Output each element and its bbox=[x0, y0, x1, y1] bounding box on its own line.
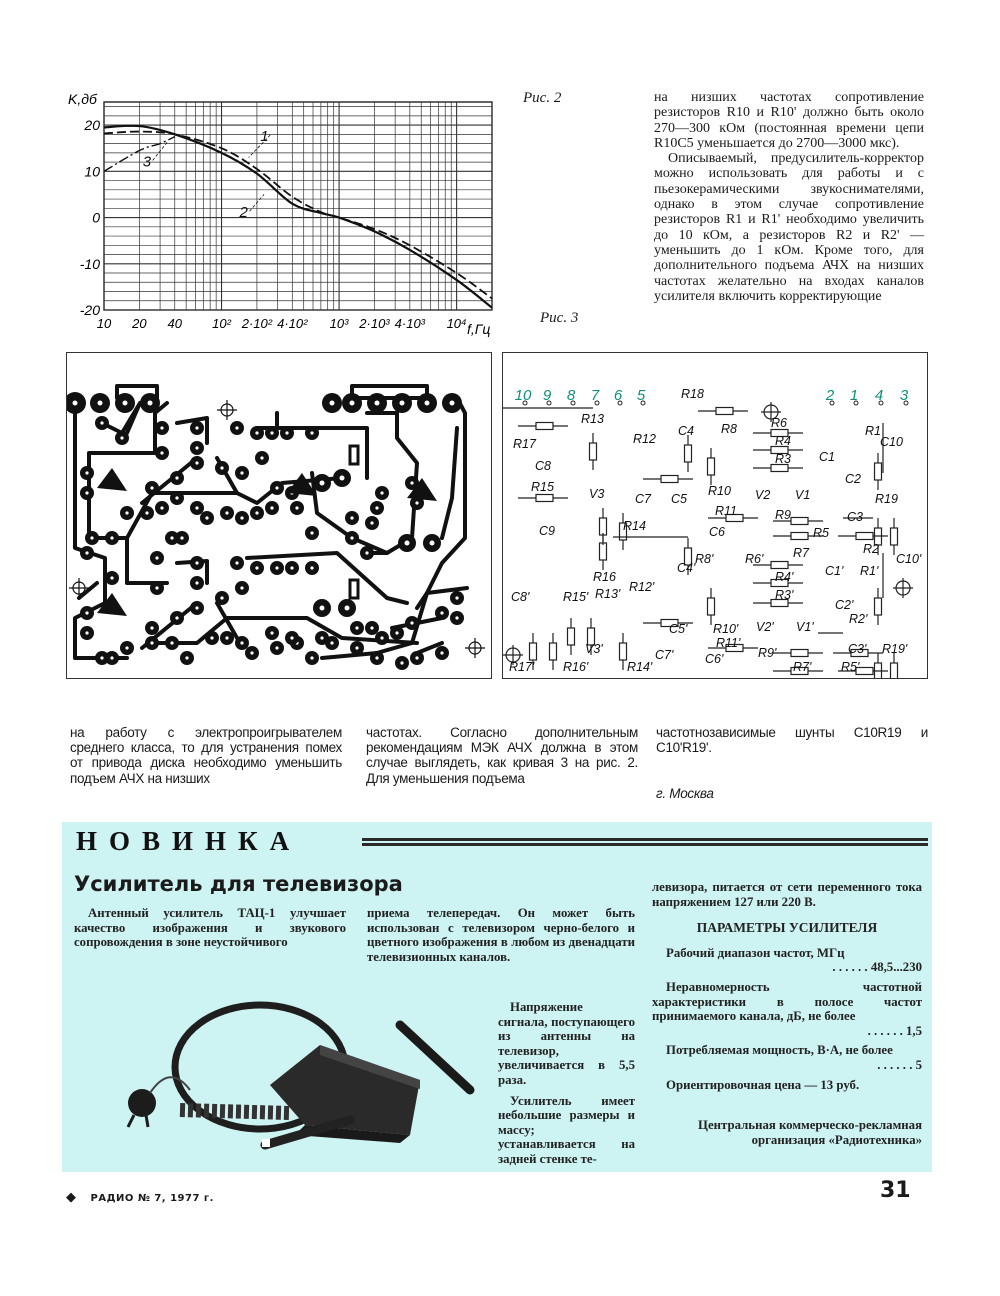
section-title: НОВИНКА bbox=[76, 826, 302, 856]
pcb-pad-hole bbox=[365, 551, 368, 554]
paragraph: Усилитель имеет небольшие размеры и массу; устанавливается на задней стенке те- bbox=[498, 1093, 635, 1166]
pcb-pad-hole bbox=[225, 511, 228, 514]
component-label: C1' bbox=[825, 564, 844, 578]
component-label: R5 bbox=[813, 526, 829, 540]
pcb-pad-hole bbox=[145, 511, 148, 514]
resistor-symbol bbox=[708, 598, 715, 615]
paragraph: на низших частотах сопротивление резисторов R10 и R10' должно быть около 270—300 кОм (постоянная времени цепи R10C5 уменьшается до 2700—3000 мкс). bbox=[654, 90, 924, 151]
pcb-pad-hole bbox=[370, 626, 373, 629]
component-label: R4 bbox=[775, 434, 791, 448]
pcb-pad-hole bbox=[320, 606, 325, 611]
pcb-pad-hole bbox=[180, 536, 183, 539]
component-label: R11' bbox=[716, 636, 741, 650]
pcb-pad-hole bbox=[175, 616, 178, 619]
pcb-pad-hole bbox=[148, 401, 153, 406]
pcb-pad-hole bbox=[400, 401, 405, 406]
component-label: C10' bbox=[896, 552, 922, 566]
resistor-symbol bbox=[791, 533, 808, 540]
pcb-pad-hole bbox=[125, 511, 128, 514]
component-label: C3 bbox=[847, 510, 863, 524]
component-label: C9 bbox=[539, 524, 555, 538]
page-number: 31 bbox=[880, 1178, 911, 1203]
pcb-pad-hole bbox=[350, 536, 353, 539]
resistor-symbol bbox=[685, 445, 692, 462]
paragraph: Напряжение сигнала, поступающего из антенны на телевизор, увеличивается в 5,5 раза. bbox=[498, 1000, 635, 1087]
component-label: V1' bbox=[796, 620, 814, 634]
pcb-pad-hole bbox=[270, 431, 273, 434]
pcb-pad-hole bbox=[170, 536, 173, 539]
pcb-pad-hole bbox=[345, 606, 350, 611]
pcb-pad-hole bbox=[370, 521, 373, 524]
resistor-symbol bbox=[791, 518, 808, 525]
resistor-symbol bbox=[875, 598, 882, 615]
pcb-pad-hole bbox=[275, 486, 278, 489]
component-label: R13 bbox=[581, 412, 604, 426]
pcb-pad-hole bbox=[240, 586, 243, 589]
figure-3-caption: Рис. 3 bbox=[540, 310, 579, 326]
pcb-pad-hole bbox=[310, 531, 313, 534]
pcb-pad-hole bbox=[355, 626, 358, 629]
resistor-symbol bbox=[600, 543, 607, 560]
pcb-pad-hole bbox=[275, 566, 278, 569]
pcb-pad-hole bbox=[125, 646, 128, 649]
article-bottom-col3 bbox=[656, 725, 928, 802]
pcb-pad-hole bbox=[330, 401, 335, 406]
pin-number: 2 bbox=[825, 387, 835, 404]
pin-number: 7 bbox=[590, 387, 600, 404]
component-label: R9' bbox=[758, 646, 777, 660]
pcb-pad-hole bbox=[455, 596, 458, 599]
pcb-pad-hole bbox=[123, 401, 128, 406]
component-label: R3 bbox=[775, 452, 791, 466]
pcb-pad-hole bbox=[240, 516, 243, 519]
pcb-pad-hole bbox=[320, 636, 323, 639]
pin-number: 4 bbox=[874, 387, 884, 404]
component-label: C3' bbox=[848, 642, 867, 656]
pcb-pad-hole bbox=[270, 506, 273, 509]
article-right-column bbox=[654, 90, 924, 304]
resistor-symbol bbox=[536, 423, 553, 430]
component-label: R1 bbox=[865, 424, 881, 438]
pcb-pad-hole bbox=[205, 516, 208, 519]
amplifier-photo bbox=[90, 985, 490, 1160]
pcb-pad-hole bbox=[85, 471, 88, 474]
component-label: C5 bbox=[671, 492, 687, 506]
paragraph: Описываемый, предусилитель-корректор можно использовать для работы и с пьезокерамическими звукоснимателями, однако в этом случае сопротивление резисторов R1 и R1' необходимо увеличить до 10 кОм, а резисторов R2 и R2' — уменьшить до 1 кОм. Кроме того, для дополнительного подъема АЧХ на низших частотах желательно на входах каналов усилителя включить корректирующие bbox=[654, 151, 924, 304]
x-tick-label: 10² bbox=[212, 316, 231, 331]
ad-col2-top bbox=[367, 906, 635, 964]
param-name: Неравномерность частотной характеристики в полосе частот принимаемого канала, дБ, не более bbox=[652, 979, 922, 1024]
y-tick-label: -10 bbox=[79, 255, 100, 272]
component-label: R10 bbox=[708, 484, 731, 498]
paragraph: Антенный усилитель ТАЦ-1 улучшает качество изображения и звукового сопровождения в зоне неустойчивого bbox=[74, 906, 346, 950]
pcb-pad-hole bbox=[405, 541, 410, 546]
pcb-pad-hole bbox=[85, 551, 88, 554]
pcb-pad-hole bbox=[355, 646, 358, 649]
resistor-symbol bbox=[590, 443, 597, 460]
resistor-symbol bbox=[891, 528, 898, 545]
pcb-pad-hole bbox=[430, 541, 435, 546]
pcb-pad-hole bbox=[275, 646, 278, 649]
component-label: R17 bbox=[513, 437, 536, 451]
component-label: R11 bbox=[715, 504, 738, 518]
y-tick-label: -20 bbox=[79, 302, 100, 318]
x-tick-label: 2·10² bbox=[241, 316, 273, 331]
pcb-pad-hole bbox=[350, 401, 355, 406]
pcb-pad-hole bbox=[290, 566, 293, 569]
pcb-pad-hole bbox=[120, 436, 123, 439]
resistor-symbol bbox=[891, 663, 898, 679]
component-label: R14 bbox=[623, 519, 646, 533]
pcb-pad-hole bbox=[450, 401, 455, 406]
pcb-pad-hole bbox=[375, 656, 378, 659]
magazine-issue: РАДИО № 7, 1977 г. bbox=[90, 1193, 214, 1204]
pcb-pad-hole bbox=[195, 606, 198, 609]
component-label: R4' bbox=[775, 570, 794, 584]
pcb-pad-hole bbox=[175, 496, 178, 499]
component-label: R7' bbox=[793, 660, 812, 674]
component-label: R7 bbox=[793, 546, 809, 560]
pcb-pad-hole bbox=[195, 446, 198, 449]
pcb-pad-hole bbox=[440, 611, 443, 614]
pcb-pad-hole bbox=[415, 656, 418, 659]
resistor-symbol bbox=[708, 458, 715, 475]
ad-col1 bbox=[74, 906, 346, 950]
pcb-pad-hole bbox=[225, 636, 228, 639]
pcb-pad-hole bbox=[73, 401, 78, 406]
pcb-pad-hole bbox=[155, 556, 158, 559]
component-label: R17' bbox=[509, 660, 535, 674]
pcb-pad-hole bbox=[400, 661, 403, 664]
cable-spring bbox=[180, 1110, 290, 1113]
pcb-pad-hole bbox=[110, 656, 113, 659]
article-bottom-col2 bbox=[366, 725, 638, 786]
pcb-pad-hole bbox=[110, 536, 113, 539]
pcb-pad-hole bbox=[455, 616, 458, 619]
pcb-pad-hole bbox=[380, 491, 383, 494]
pcb-pad-hole bbox=[440, 651, 443, 654]
pcb-pad-hole bbox=[380, 636, 383, 639]
component-label: V1 bbox=[795, 488, 811, 502]
resistor-symbol bbox=[875, 463, 882, 480]
pcb-copper-area bbox=[97, 468, 127, 491]
x-tick-label: 40 bbox=[167, 316, 182, 331]
pin-number: 10 bbox=[514, 387, 532, 404]
pcb-pad-hole bbox=[85, 611, 88, 614]
pcb-pad-hole bbox=[195, 426, 198, 429]
component-label: C2 bbox=[845, 472, 861, 486]
wire bbox=[502, 408, 883, 633]
ad-col2-narrow bbox=[498, 1000, 635, 1167]
curve-annotation: 1 bbox=[260, 127, 269, 145]
pin-number: 3 bbox=[899, 387, 909, 404]
paragraph: частотнозависимые шунты C10R19 и C10'R19'. bbox=[656, 725, 928, 756]
component-label: V3' bbox=[585, 642, 603, 656]
pcb-pad-hole bbox=[375, 506, 378, 509]
pcb-pad-hole bbox=[195, 461, 198, 464]
resistor-symbol bbox=[771, 562, 788, 569]
pcb-pad-hole bbox=[195, 581, 198, 584]
component-label: R8' bbox=[695, 552, 714, 566]
pcb-pad-hole bbox=[310, 566, 313, 569]
resistor-symbol bbox=[791, 650, 808, 657]
component-label: R2' bbox=[849, 612, 868, 626]
x-axis-label: f,Гц bbox=[467, 321, 491, 337]
component-label: V2' bbox=[756, 620, 774, 634]
pcb-pad-hole bbox=[150, 641, 153, 644]
resistor-symbol bbox=[856, 533, 873, 540]
pcb-pad-hole bbox=[250, 651, 253, 654]
y-tick-label: 20 bbox=[84, 117, 100, 134]
component-label: C1 bbox=[819, 450, 835, 464]
pcb-pad-hole bbox=[160, 426, 163, 429]
component-label: R2 bbox=[863, 542, 879, 556]
component-label: R6' bbox=[745, 552, 764, 566]
pcb-pad-hole bbox=[235, 426, 238, 429]
magazine-footer bbox=[66, 1190, 214, 1205]
pcb-pad-hole bbox=[150, 486, 153, 489]
x-tick-label: 10 bbox=[96, 316, 112, 331]
pcb-pad-hole bbox=[100, 421, 103, 424]
x-tick-label: 10⁴ bbox=[446, 316, 467, 331]
y-axis-label: K,дб bbox=[68, 91, 97, 107]
resistor-symbol bbox=[536, 495, 553, 502]
pcb-pad-hole bbox=[220, 596, 223, 599]
pcb-pad-hole bbox=[90, 536, 93, 539]
pcb-pad-hole bbox=[290, 636, 293, 639]
pcb-pad-hole bbox=[155, 586, 158, 589]
x-tick-label: 4·10³ bbox=[394, 316, 426, 331]
param-row bbox=[652, 946, 922, 975]
pcb-pad-hole bbox=[235, 561, 238, 564]
pcb-pad-hole bbox=[110, 576, 113, 579]
frequency-response-chart bbox=[60, 82, 520, 342]
pcb-pad-hole bbox=[195, 561, 198, 564]
param-value: . . . . . . 1,5 bbox=[867, 1023, 922, 1038]
curve-annotation: 2 bbox=[239, 204, 248, 222]
pcb-pad-hole bbox=[285, 431, 288, 434]
pcb-pad-hole bbox=[395, 631, 398, 634]
pcb-pad-hole bbox=[340, 476, 345, 481]
param-name: Рабочий диапазон частот, МГц bbox=[666, 945, 845, 960]
pcb-pad-hole bbox=[98, 401, 103, 406]
y-tick-label: 0 bbox=[92, 209, 100, 226]
pcb-pad-hole bbox=[255, 431, 258, 434]
pcb-pad-hole bbox=[320, 481, 325, 486]
article-bottom-col1 bbox=[70, 725, 342, 786]
component-label: R15' bbox=[563, 590, 589, 604]
pcb-pad-hole bbox=[260, 456, 263, 459]
component-label: R16 bbox=[593, 570, 616, 584]
param-name: Потребляемая мощность, В·А, не более bbox=[666, 1043, 893, 1058]
price: Ориентировочная цена — 13 руб. bbox=[666, 1077, 860, 1092]
component-label: C4' bbox=[677, 561, 696, 575]
pcb-pad-hole bbox=[255, 566, 258, 569]
pcb-pad-hole bbox=[195, 506, 198, 509]
figure-2-caption: Рис. 2 bbox=[523, 90, 562, 106]
component-label: C6 bbox=[709, 525, 725, 539]
component-label: C4 bbox=[678, 424, 694, 438]
params-title: ПАРАМЕТРЫ УСИЛИТЕЛЯ bbox=[696, 920, 878, 936]
pcb-pad-hole bbox=[425, 401, 430, 406]
param-row bbox=[652, 1043, 922, 1072]
paragraph: приема телепередач. Он может быть использован с телевизором черно-белого и цветного изображения в любом из двенадцати телевизионных каналов. bbox=[367, 906, 635, 964]
component-label: C2' bbox=[835, 598, 854, 612]
x-tick-label: 10³ bbox=[329, 316, 349, 331]
x-tick-label: 2·10³ bbox=[359, 316, 390, 331]
x-tick-label: 4·10² bbox=[277, 316, 308, 331]
pcb-pad-hole bbox=[310, 431, 313, 434]
params-list bbox=[652, 946, 922, 1073]
pcb-pad-hole bbox=[175, 476, 178, 479]
component-label: C7' bbox=[655, 648, 674, 662]
pin-number: 5 bbox=[636, 387, 646, 404]
plug bbox=[128, 1089, 156, 1117]
component-label: R13' bbox=[595, 587, 621, 601]
resistor-symbol bbox=[661, 476, 678, 483]
component-label: R16' bbox=[563, 660, 589, 674]
paragraph: частотах. Согласно дополнительным рекомендациям МЭК АЧХ должна в этом случае выглядеть, как кривая 3 на рис. 2. Для уменьшения подъема bbox=[366, 725, 638, 786]
component-label: V2 bbox=[755, 488, 771, 502]
pcb-pad-hole bbox=[210, 636, 213, 639]
component-label: R1' bbox=[860, 564, 879, 578]
pcb-pad-hole bbox=[150, 626, 153, 629]
resistor-symbol bbox=[600, 518, 607, 535]
component-label: R3' bbox=[775, 588, 794, 602]
pcb-pad-hole bbox=[350, 516, 353, 519]
component-label: R8 bbox=[721, 422, 737, 436]
resistor-symbol bbox=[550, 643, 557, 660]
component-label: R5' bbox=[841, 660, 860, 674]
pin-number: 9 bbox=[542, 387, 552, 404]
diamond-icon: ◆ bbox=[66, 1190, 77, 1205]
param-row bbox=[652, 980, 922, 1038]
section-rule bbox=[362, 838, 928, 846]
param-value: . . . . . . 5 bbox=[877, 1057, 922, 1072]
pcb-pad-hole bbox=[255, 511, 258, 514]
param-value: . . . . . . 48,5...230 bbox=[832, 960, 922, 975]
pcb-pad-hole bbox=[220, 466, 223, 469]
paragraph: на работу с электропроигрывателем среднего класса, то для устранения помех от привода диска необходимо уменьшить подъем АЧХ на низших bbox=[70, 725, 342, 786]
pcb-pad-hole bbox=[330, 641, 333, 644]
y-tick-label: 10 bbox=[84, 163, 100, 180]
component-label: R12' bbox=[629, 580, 655, 594]
pin-number: 6 bbox=[613, 387, 623, 404]
component-label: R10' bbox=[713, 622, 739, 636]
component-label: C10 bbox=[880, 435, 903, 449]
component-label: R12 bbox=[633, 432, 656, 446]
component-label: R19 bbox=[875, 492, 898, 506]
city-signature: г. Москва bbox=[656, 786, 714, 802]
ad-headline: Усилитель для телевизора bbox=[74, 872, 403, 896]
pcb-pads bbox=[66, 392, 464, 670]
x-tick-label: 20 bbox=[132, 316, 147, 331]
component-label: R18 bbox=[681, 387, 704, 401]
component-label: R14' bbox=[627, 660, 653, 674]
pcb-pad-hole bbox=[185, 656, 188, 659]
pcb-pad-hole bbox=[375, 401, 380, 406]
component-label: C6' bbox=[705, 652, 724, 666]
pcb-pad-hole bbox=[85, 631, 88, 634]
pcb-pad-hole bbox=[160, 451, 163, 454]
pcb-pad-hole bbox=[410, 481, 413, 484]
resistor-symbol bbox=[568, 628, 575, 645]
component-label: V3 bbox=[589, 487, 605, 501]
component-label: C7 bbox=[635, 492, 651, 506]
chart-ticks bbox=[80, 117, 467, 331]
resistor-symbol bbox=[716, 408, 733, 415]
series-line-1 bbox=[104, 132, 492, 299]
pcb-pad-hole bbox=[170, 641, 173, 644]
resistor-symbol bbox=[620, 643, 627, 660]
pcb-pad-hole bbox=[310, 656, 313, 659]
pcb-pad-hole bbox=[100, 656, 103, 659]
pcb-pad-hole bbox=[270, 631, 273, 634]
pcb-pad-hole bbox=[295, 506, 298, 509]
curve-annotation: 3 bbox=[142, 153, 152, 171]
pcb-pad-hole bbox=[240, 641, 243, 644]
component-label: R15 bbox=[531, 480, 554, 494]
ad-col3 bbox=[652, 880, 922, 1147]
organization: Центральная коммерческо-рекламная организация «Радиотехника» bbox=[698, 1118, 922, 1147]
component-label: C8 bbox=[535, 459, 551, 473]
pcb-traces-figure bbox=[66, 352, 492, 679]
pcb-pad-hole bbox=[415, 501, 418, 504]
component-label: C5' bbox=[669, 622, 688, 636]
component-label: C8' bbox=[511, 590, 530, 604]
resistor-symbol bbox=[530, 643, 537, 660]
component-label: R19' bbox=[882, 642, 908, 656]
pin-number: 8 bbox=[566, 387, 576, 404]
component-layout-figure bbox=[502, 352, 928, 679]
pcb-pad-hole bbox=[410, 621, 413, 624]
component-label: R6 bbox=[771, 416, 787, 430]
component-label: R9 bbox=[775, 508, 791, 522]
pcb-pad-hole bbox=[160, 506, 163, 509]
pin-number: 1 bbox=[849, 387, 859, 404]
pcb-pad-hole bbox=[240, 471, 243, 474]
paragraph: левизора, питается от сети переменного тока напряжением 127 или 220 В. bbox=[652, 880, 922, 909]
pcb-pad-hole bbox=[85, 491, 88, 494]
